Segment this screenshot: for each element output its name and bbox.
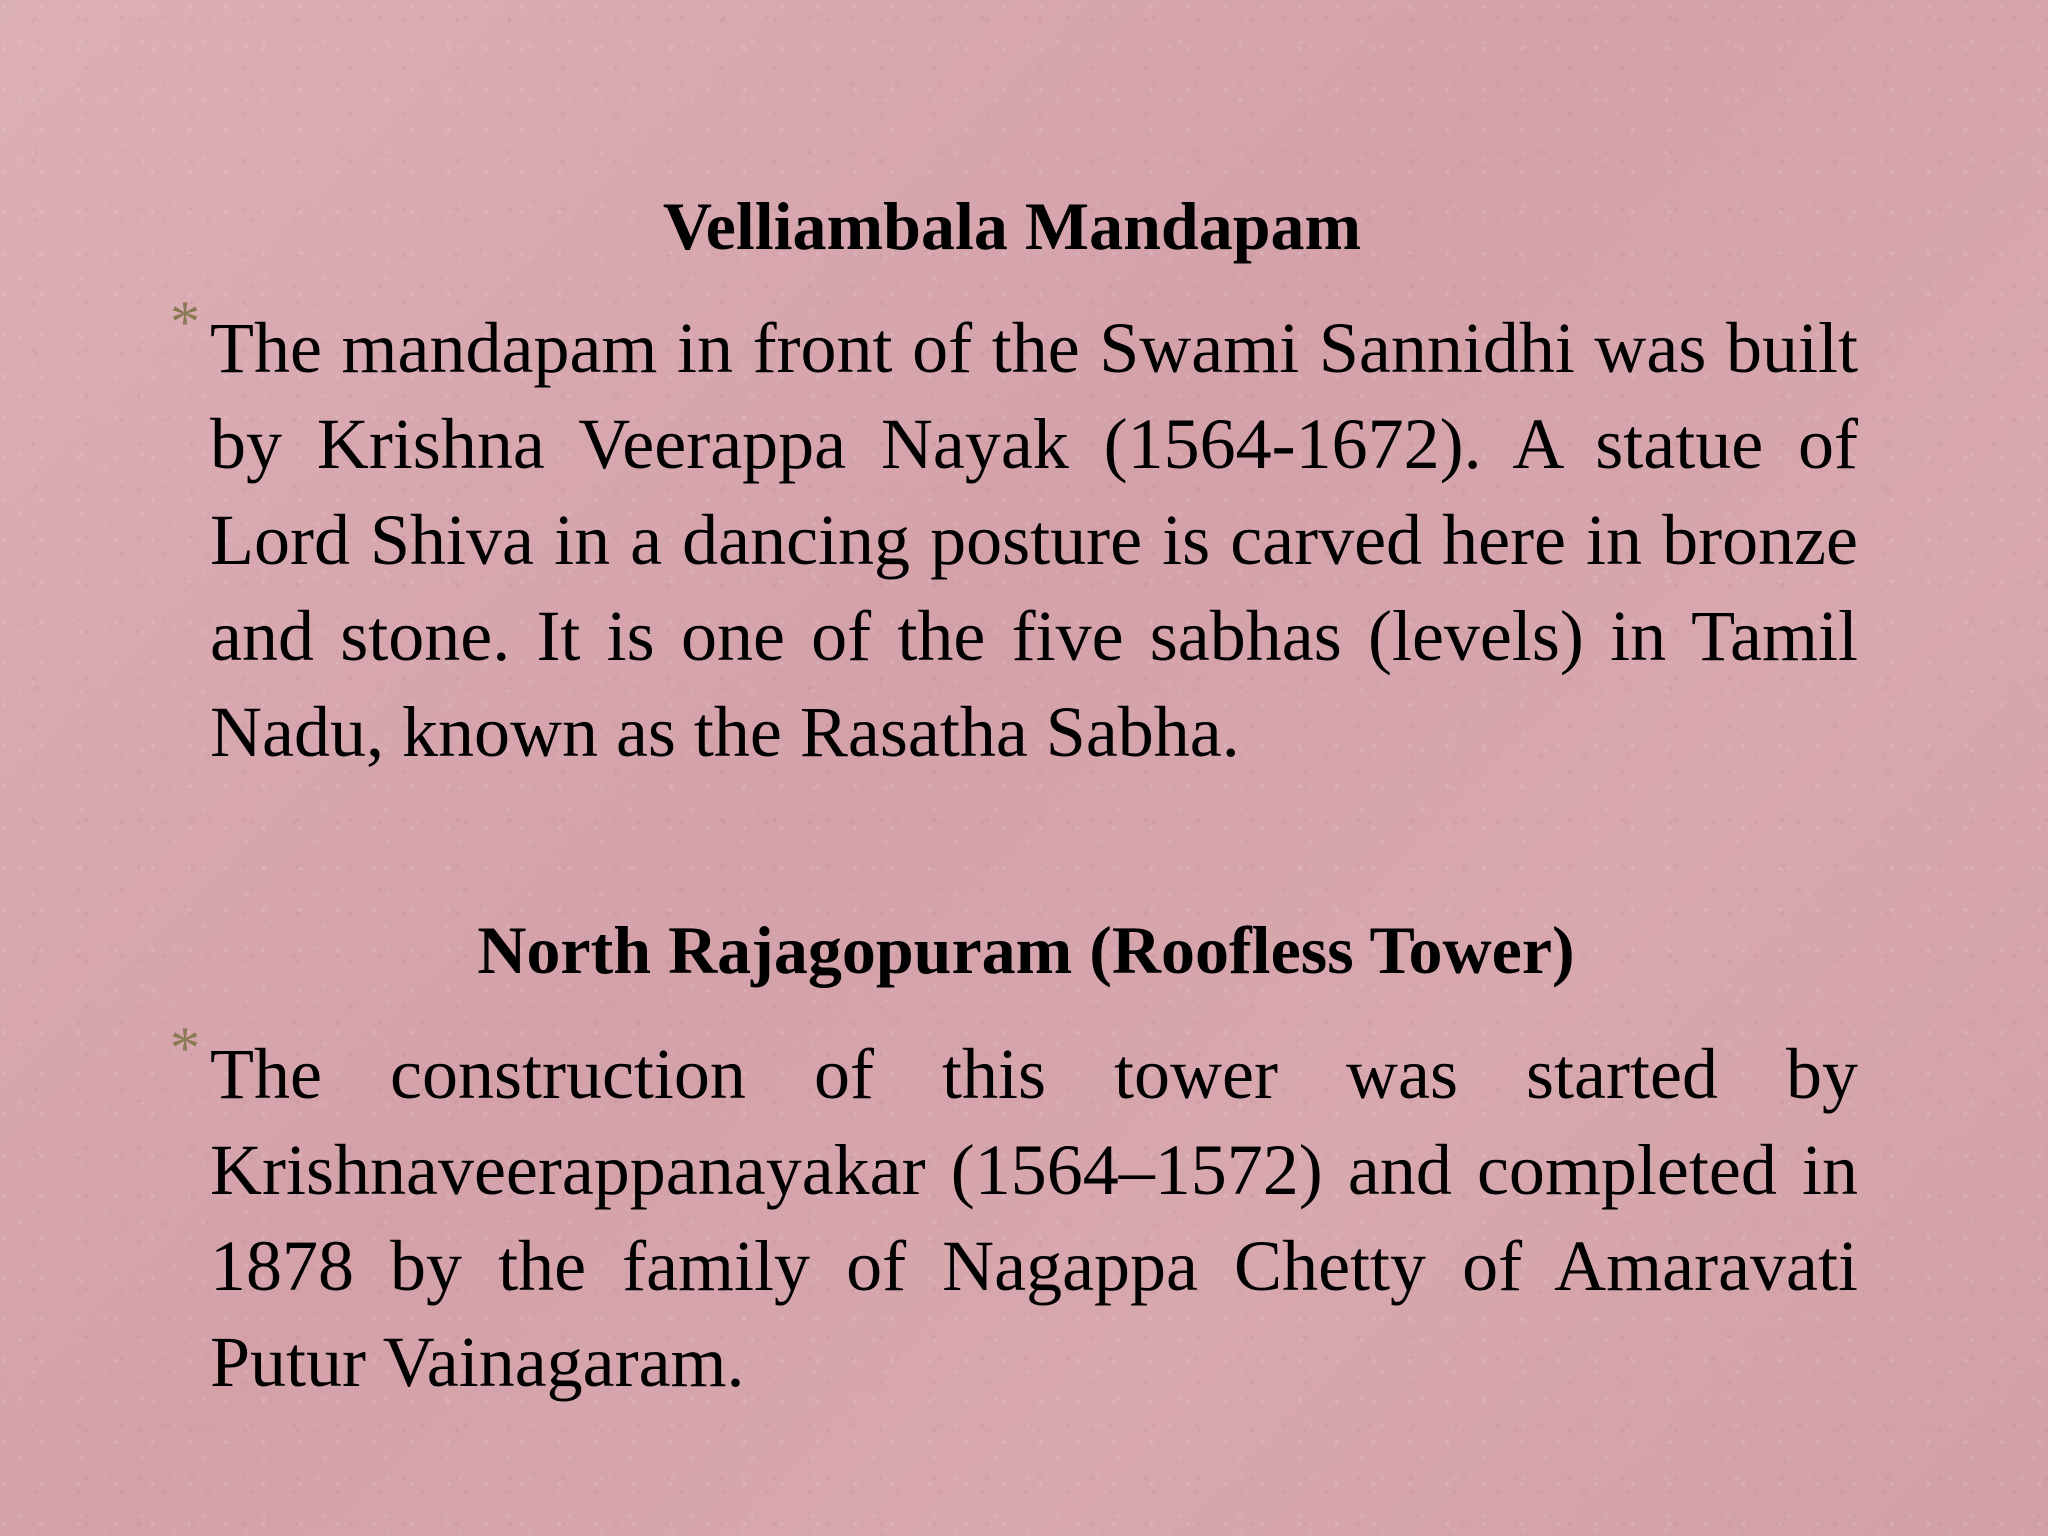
section-heading-velliambala-mandapam: Velliambala Mandapam (662, 188, 1362, 264)
asterisk-bullet-icon: * (170, 1015, 200, 1081)
bullet-paragraph: The mandapam in front of the Swami Sannidhi was built by Krishna Veerappa Nayak (1564-1672). A statue of Lord Shiva in a dancing posture is carved here in bronze and stone. It is one of the five sabhas (levels) in Tamil Nadu, known as the Rasatha Sabha. (210, 308, 1858, 772)
bullet-item (170, 289, 1858, 780)
asterisk-bullet-icon: * (170, 289, 200, 355)
bullet-paragraph: The construction of this tower was started by Krishnaveerappanayakar (1564–1572) and completed in 1878 by the family of Nagappa Chetty of Amaravati Putur Vainagaram. (210, 1034, 1858, 1402)
section-heading-north-rajagopuram: North Rajagopuram (Roofless Tower) (477, 912, 1575, 988)
bullet-item (170, 1015, 1858, 1410)
